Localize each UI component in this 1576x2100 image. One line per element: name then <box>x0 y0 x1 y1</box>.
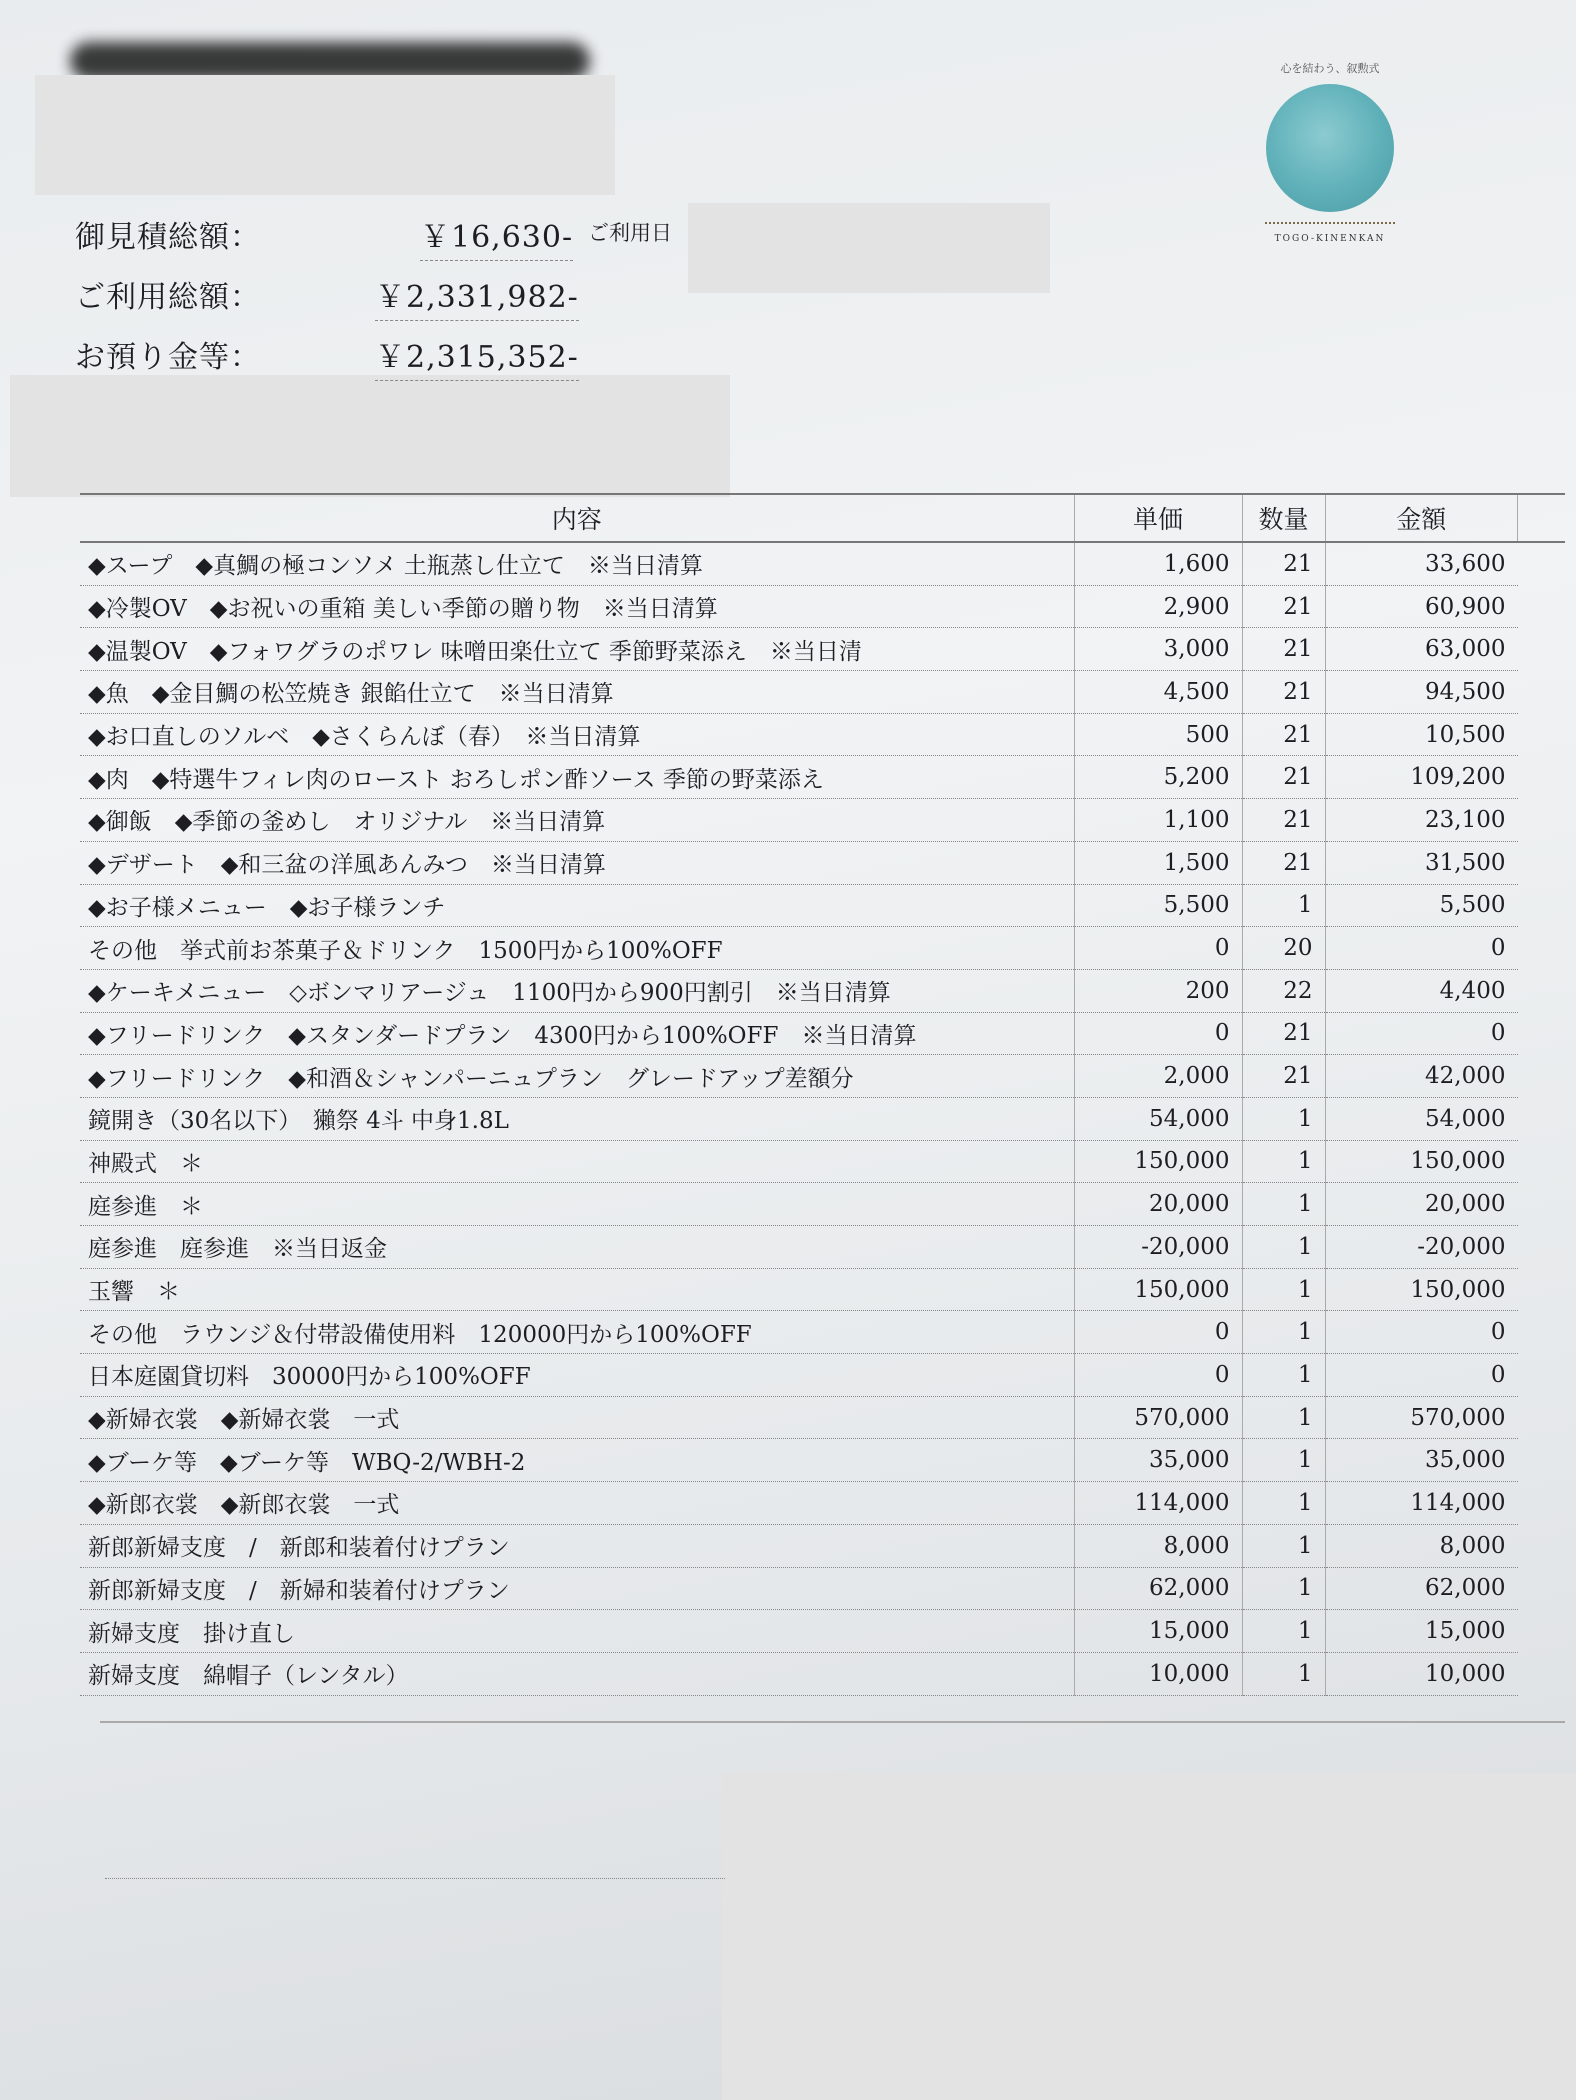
row-qty: 21 <box>1242 1055 1325 1098</box>
row-spacer <box>1518 884 1566 927</box>
row-amount: 54,000 <box>1325 1097 1518 1140</box>
table-row <box>80 542 1565 585</box>
footer-dotted-line <box>105 1878 725 1879</box>
row-price: 0 <box>1074 927 1242 970</box>
row-spacer <box>1518 1055 1566 1098</box>
row-qty: 1 <box>1242 884 1325 927</box>
row-spacer <box>1518 542 1566 585</box>
table-row <box>80 1097 1565 1140</box>
row-spacer <box>1518 1524 1566 1567</box>
row-desc: 新婦支度 綿帽子（レンタル） <box>80 1652 1074 1695</box>
header-price: 単価 <box>1074 494 1242 542</box>
logo-wave-icon <box>1265 222 1395 230</box>
row-qty: 1 <box>1242 1183 1325 1226</box>
row-spacer <box>1518 927 1566 970</box>
row-desc: ◆スープ ◆真鯛の極コンソメ 土瓶蒸し仕立て ※当日清算 <box>80 542 1074 585</box>
row-price: 570,000 <box>1074 1396 1242 1439</box>
row-qty: 21 <box>1242 713 1325 756</box>
header-spacer <box>1518 494 1566 542</box>
row-price: 15,000 <box>1074 1610 1242 1653</box>
table-row <box>80 1268 1565 1311</box>
row-desc: 庭参進 ＊ <box>80 1183 1074 1226</box>
row-amount: 570,000 <box>1325 1396 1518 1439</box>
row-qty: 1 <box>1242 1097 1325 1140</box>
row-desc: 鏡開き（30名以下） 獺祭 4斗 中身1.8L <box>80 1097 1074 1140</box>
table-row <box>80 1311 1565 1354</box>
row-spacer <box>1518 841 1566 884</box>
header-amount: 金額 <box>1325 494 1518 542</box>
row-qty: 21 <box>1242 671 1325 714</box>
row-spacer <box>1518 1354 1566 1397</box>
row-price: 4,500 <box>1074 671 1242 714</box>
logo-circle-icon <box>1266 84 1394 212</box>
row-amount: 23,100 <box>1325 799 1518 842</box>
row-amount: 63,000 <box>1325 628 1518 671</box>
redacted-block-header <box>35 75 615 195</box>
row-desc: ◆フリードリンク ◆和酒＆シャンパーニュプラン グレードアップ差額分 <box>80 1055 1074 1098</box>
row-qty: 21 <box>1242 542 1325 585</box>
row-qty: 1 <box>1242 1311 1325 1354</box>
row-price: 200 <box>1074 969 1242 1012</box>
table-row <box>80 585 1565 628</box>
venue-logo <box>1250 60 1410 255</box>
table-row <box>80 927 1565 970</box>
row-price: 35,000 <box>1074 1439 1242 1482</box>
row-amount: 4,400 <box>1325 969 1518 1012</box>
deposit-total <box>75 332 579 381</box>
row-price: 5,500 <box>1074 884 1242 927</box>
table-row <box>80 969 1565 1012</box>
row-price: 0 <box>1074 1012 1242 1055</box>
row-spacer <box>1518 969 1566 1012</box>
row-amount: 0 <box>1325 1012 1518 1055</box>
row-qty: 1 <box>1242 1652 1325 1695</box>
row-amount: 114,000 <box>1325 1482 1518 1525</box>
row-price: 500 <box>1074 713 1242 756</box>
row-price: -20,000 <box>1074 1226 1242 1269</box>
row-price: 0 <box>1074 1354 1242 1397</box>
row-price: 10,000 <box>1074 1652 1242 1695</box>
row-qty: 1 <box>1242 1482 1325 1525</box>
table-row <box>80 1183 1565 1226</box>
row-spacer <box>1518 1012 1566 1055</box>
row-desc: 新郎新婦支度 / 新郎和装着付けプラン <box>80 1524 1074 1567</box>
row-amount: 10,500 <box>1325 713 1518 756</box>
row-spacer <box>1518 671 1566 714</box>
estimate-table <box>80 493 1565 1696</box>
row-desc: その他 ラウンジ＆付帯設備使用料 120000円から100%OFF <box>80 1311 1074 1354</box>
row-desc: ◆肉 ◆特選牛フィレ肉のロースト おろしポン酢ソース 季節の野菜添え <box>80 756 1074 799</box>
table-row <box>80 628 1565 671</box>
row-price: 1,500 <box>1074 841 1242 884</box>
row-amount: 60,900 <box>1325 585 1518 628</box>
row-spacer <box>1518 1396 1566 1439</box>
row-desc: 日本庭園貸切料 30000円から100%OFF <box>80 1354 1074 1397</box>
row-desc: 庭参進 庭参進 ※当日返金 <box>80 1226 1074 1269</box>
table-end-line <box>100 1721 1565 1723</box>
row-amount: 0 <box>1325 1311 1518 1354</box>
table-row <box>80 1354 1565 1397</box>
row-spacer <box>1518 1311 1566 1354</box>
deposit-total-value: ￥2,315,352- <box>375 332 579 381</box>
row-qty: 20 <box>1242 927 1325 970</box>
row-qty: 1 <box>1242 1567 1325 1610</box>
row-desc: ◆新郎衣裳 ◆新郎衣裳 一式 <box>80 1482 1074 1525</box>
table-row <box>80 1226 1565 1269</box>
logo-tagline: 心を結わう、叙勲式 <box>1280 62 1380 75</box>
row-desc: ◆お子様メニュー ◆お子様ランチ <box>80 884 1074 927</box>
row-amount: 5,500 <box>1325 884 1518 927</box>
row-desc: ◆お口直しのソルベ ◆さくらんぼ（春） ※当日清算 <box>80 713 1074 756</box>
row-price: 3,000 <box>1074 628 1242 671</box>
row-spacer <box>1518 1226 1566 1269</box>
table-header-row <box>80 494 1565 542</box>
row-qty: 1 <box>1242 1268 1325 1311</box>
estimate-total <box>75 212 573 261</box>
header-desc: 内容 <box>80 494 1074 542</box>
row-qty: 1 <box>1242 1396 1325 1439</box>
table-row <box>80 1439 1565 1482</box>
row-qty: 1 <box>1242 1439 1325 1482</box>
row-amount: 35,000 <box>1325 1439 1518 1482</box>
row-amount: 62,000 <box>1325 1567 1518 1610</box>
row-desc: ◆冷製OV ◆お祝いの重箱 美しい季節の贈り物 ※当日清算 <box>80 585 1074 628</box>
row-spacer <box>1518 1439 1566 1482</box>
row-desc: ◆フリードリンク ◆スタンダードプラン 4300円から100%OFF ※当日清算 <box>80 1012 1074 1055</box>
row-qty: 22 <box>1242 969 1325 1012</box>
usage-total-value: ￥2,331,982- <box>375 272 579 321</box>
row-amount: 0 <box>1325 1354 1518 1397</box>
row-spacer <box>1518 1183 1566 1226</box>
row-spacer <box>1518 1268 1566 1311</box>
row-desc: ◆魚 ◆金目鯛の松笠焼き 銀餡仕立て ※当日清算 <box>80 671 1074 714</box>
row-spacer <box>1518 756 1566 799</box>
row-amount: 0 <box>1325 927 1518 970</box>
row-desc: ◆御飯 ◆季節の釜めし オリジナル ※当日清算 <box>80 799 1074 842</box>
row-spacer <box>1518 1140 1566 1183</box>
row-desc: ◆温製OV ◆フォワグラのポワレ 味噌田楽仕立て 季節野菜添え ※当日清 <box>80 628 1074 671</box>
estimate-total-value: ￥16,630- <box>420 212 573 261</box>
header-qty: 数量 <box>1242 494 1325 542</box>
table-row <box>80 884 1565 927</box>
usage-total <box>75 272 579 321</box>
estimate-total-label: 御見積総額： <box>75 220 261 255</box>
row-amount: 42,000 <box>1325 1055 1518 1098</box>
row-amount: 109,200 <box>1325 756 1518 799</box>
row-price: 150,000 <box>1074 1140 1242 1183</box>
row-qty: 21 <box>1242 628 1325 671</box>
row-price: 5,200 <box>1074 756 1242 799</box>
row-price: 1,600 <box>1074 542 1242 585</box>
row-amount: 31,500 <box>1325 841 1518 884</box>
table-row <box>80 1567 1565 1610</box>
row-qty: 1 <box>1242 1610 1325 1653</box>
row-price: 114,000 <box>1074 1482 1242 1525</box>
row-amount: -20,000 <box>1325 1226 1518 1269</box>
table-row <box>80 841 1565 884</box>
row-spacer <box>1518 585 1566 628</box>
table-row <box>80 799 1565 842</box>
row-desc: 玉響 ＊ <box>80 1268 1074 1311</box>
logo-brand: TOGO-KINENKAN <box>1274 234 1386 244</box>
row-price: 2,900 <box>1074 585 1242 628</box>
table-row <box>80 756 1565 799</box>
table-row <box>80 1396 1565 1439</box>
row-amount: 8,000 <box>1325 1524 1518 1567</box>
row-price: 2,000 <box>1074 1055 1242 1098</box>
use-date-label: ご利用日 <box>588 221 672 245</box>
row-spacer <box>1518 1482 1566 1525</box>
row-price: 150,000 <box>1074 1268 1242 1311</box>
row-qty: 21 <box>1242 841 1325 884</box>
row-amount: 150,000 <box>1325 1268 1518 1311</box>
row-desc: 新婦支度 掛け直し <box>80 1610 1074 1653</box>
row-spacer <box>1518 1610 1566 1653</box>
row-amount: 20,000 <box>1325 1183 1518 1226</box>
row-price: 54,000 <box>1074 1097 1242 1140</box>
row-amount: 15,000 <box>1325 1610 1518 1653</box>
redacted-block-bottom <box>722 1773 1576 2100</box>
row-price: 62,000 <box>1074 1567 1242 1610</box>
row-desc: 新郎新婦支度 / 新婦和装着付けプラン <box>80 1567 1074 1610</box>
table-row <box>80 1652 1565 1695</box>
row-desc: ◆ケーキメニュー ◇ボンマリアージュ 1100円から900円割引 ※当日清算 <box>80 969 1074 1012</box>
redacted-block-left <box>10 375 730 497</box>
row-price: 8,000 <box>1074 1524 1242 1567</box>
row-spacer <box>1518 713 1566 756</box>
row-desc: その他 挙式前お茶菓子＆ドリンク 1500円から100%OFF <box>80 927 1074 970</box>
deposit-total-label: お預り金等： <box>75 340 261 375</box>
row-spacer <box>1518 628 1566 671</box>
row-qty: 1 <box>1242 1524 1325 1567</box>
row-price: 1,100 <box>1074 799 1242 842</box>
row-qty: 21 <box>1242 1012 1325 1055</box>
row-spacer <box>1518 799 1566 842</box>
row-qty: 21 <box>1242 799 1325 842</box>
row-spacer <box>1518 1567 1566 1610</box>
row-price: 0 <box>1074 1311 1242 1354</box>
table-row <box>80 1524 1565 1567</box>
usage-total-label: ご利用総額： <box>75 280 261 315</box>
row-qty: 1 <box>1242 1226 1325 1269</box>
row-spacer <box>1518 1097 1566 1140</box>
row-desc: ◆デザート ◆和三盆の洋風あんみつ ※当日清算 <box>80 841 1074 884</box>
row-qty: 1 <box>1242 1140 1325 1183</box>
row-price: 20,000 <box>1074 1183 1242 1226</box>
row-amount: 10,000 <box>1325 1652 1518 1695</box>
table-row <box>80 1055 1565 1098</box>
redacted-block-date <box>688 203 1050 293</box>
row-qty: 21 <box>1242 585 1325 628</box>
table-row <box>80 671 1565 714</box>
row-qty: 1 <box>1242 1354 1325 1397</box>
row-amount: 150,000 <box>1325 1140 1518 1183</box>
table-row <box>80 1012 1565 1055</box>
table-row <box>80 713 1565 756</box>
row-desc: ◆新婦衣裳 ◆新婦衣裳 一式 <box>80 1396 1074 1439</box>
row-amount: 33,600 <box>1325 542 1518 585</box>
row-amount: 94,500 <box>1325 671 1518 714</box>
row-desc: ◆ブーケ等 ◆ブーケ等 WBQ-2/WBH-2 <box>80 1439 1074 1482</box>
row-qty: 21 <box>1242 756 1325 799</box>
table-row <box>80 1482 1565 1525</box>
table-row <box>80 1140 1565 1183</box>
table-row <box>80 1610 1565 1653</box>
row-desc: 神殿式 ＊ <box>80 1140 1074 1183</box>
row-spacer <box>1518 1652 1566 1695</box>
